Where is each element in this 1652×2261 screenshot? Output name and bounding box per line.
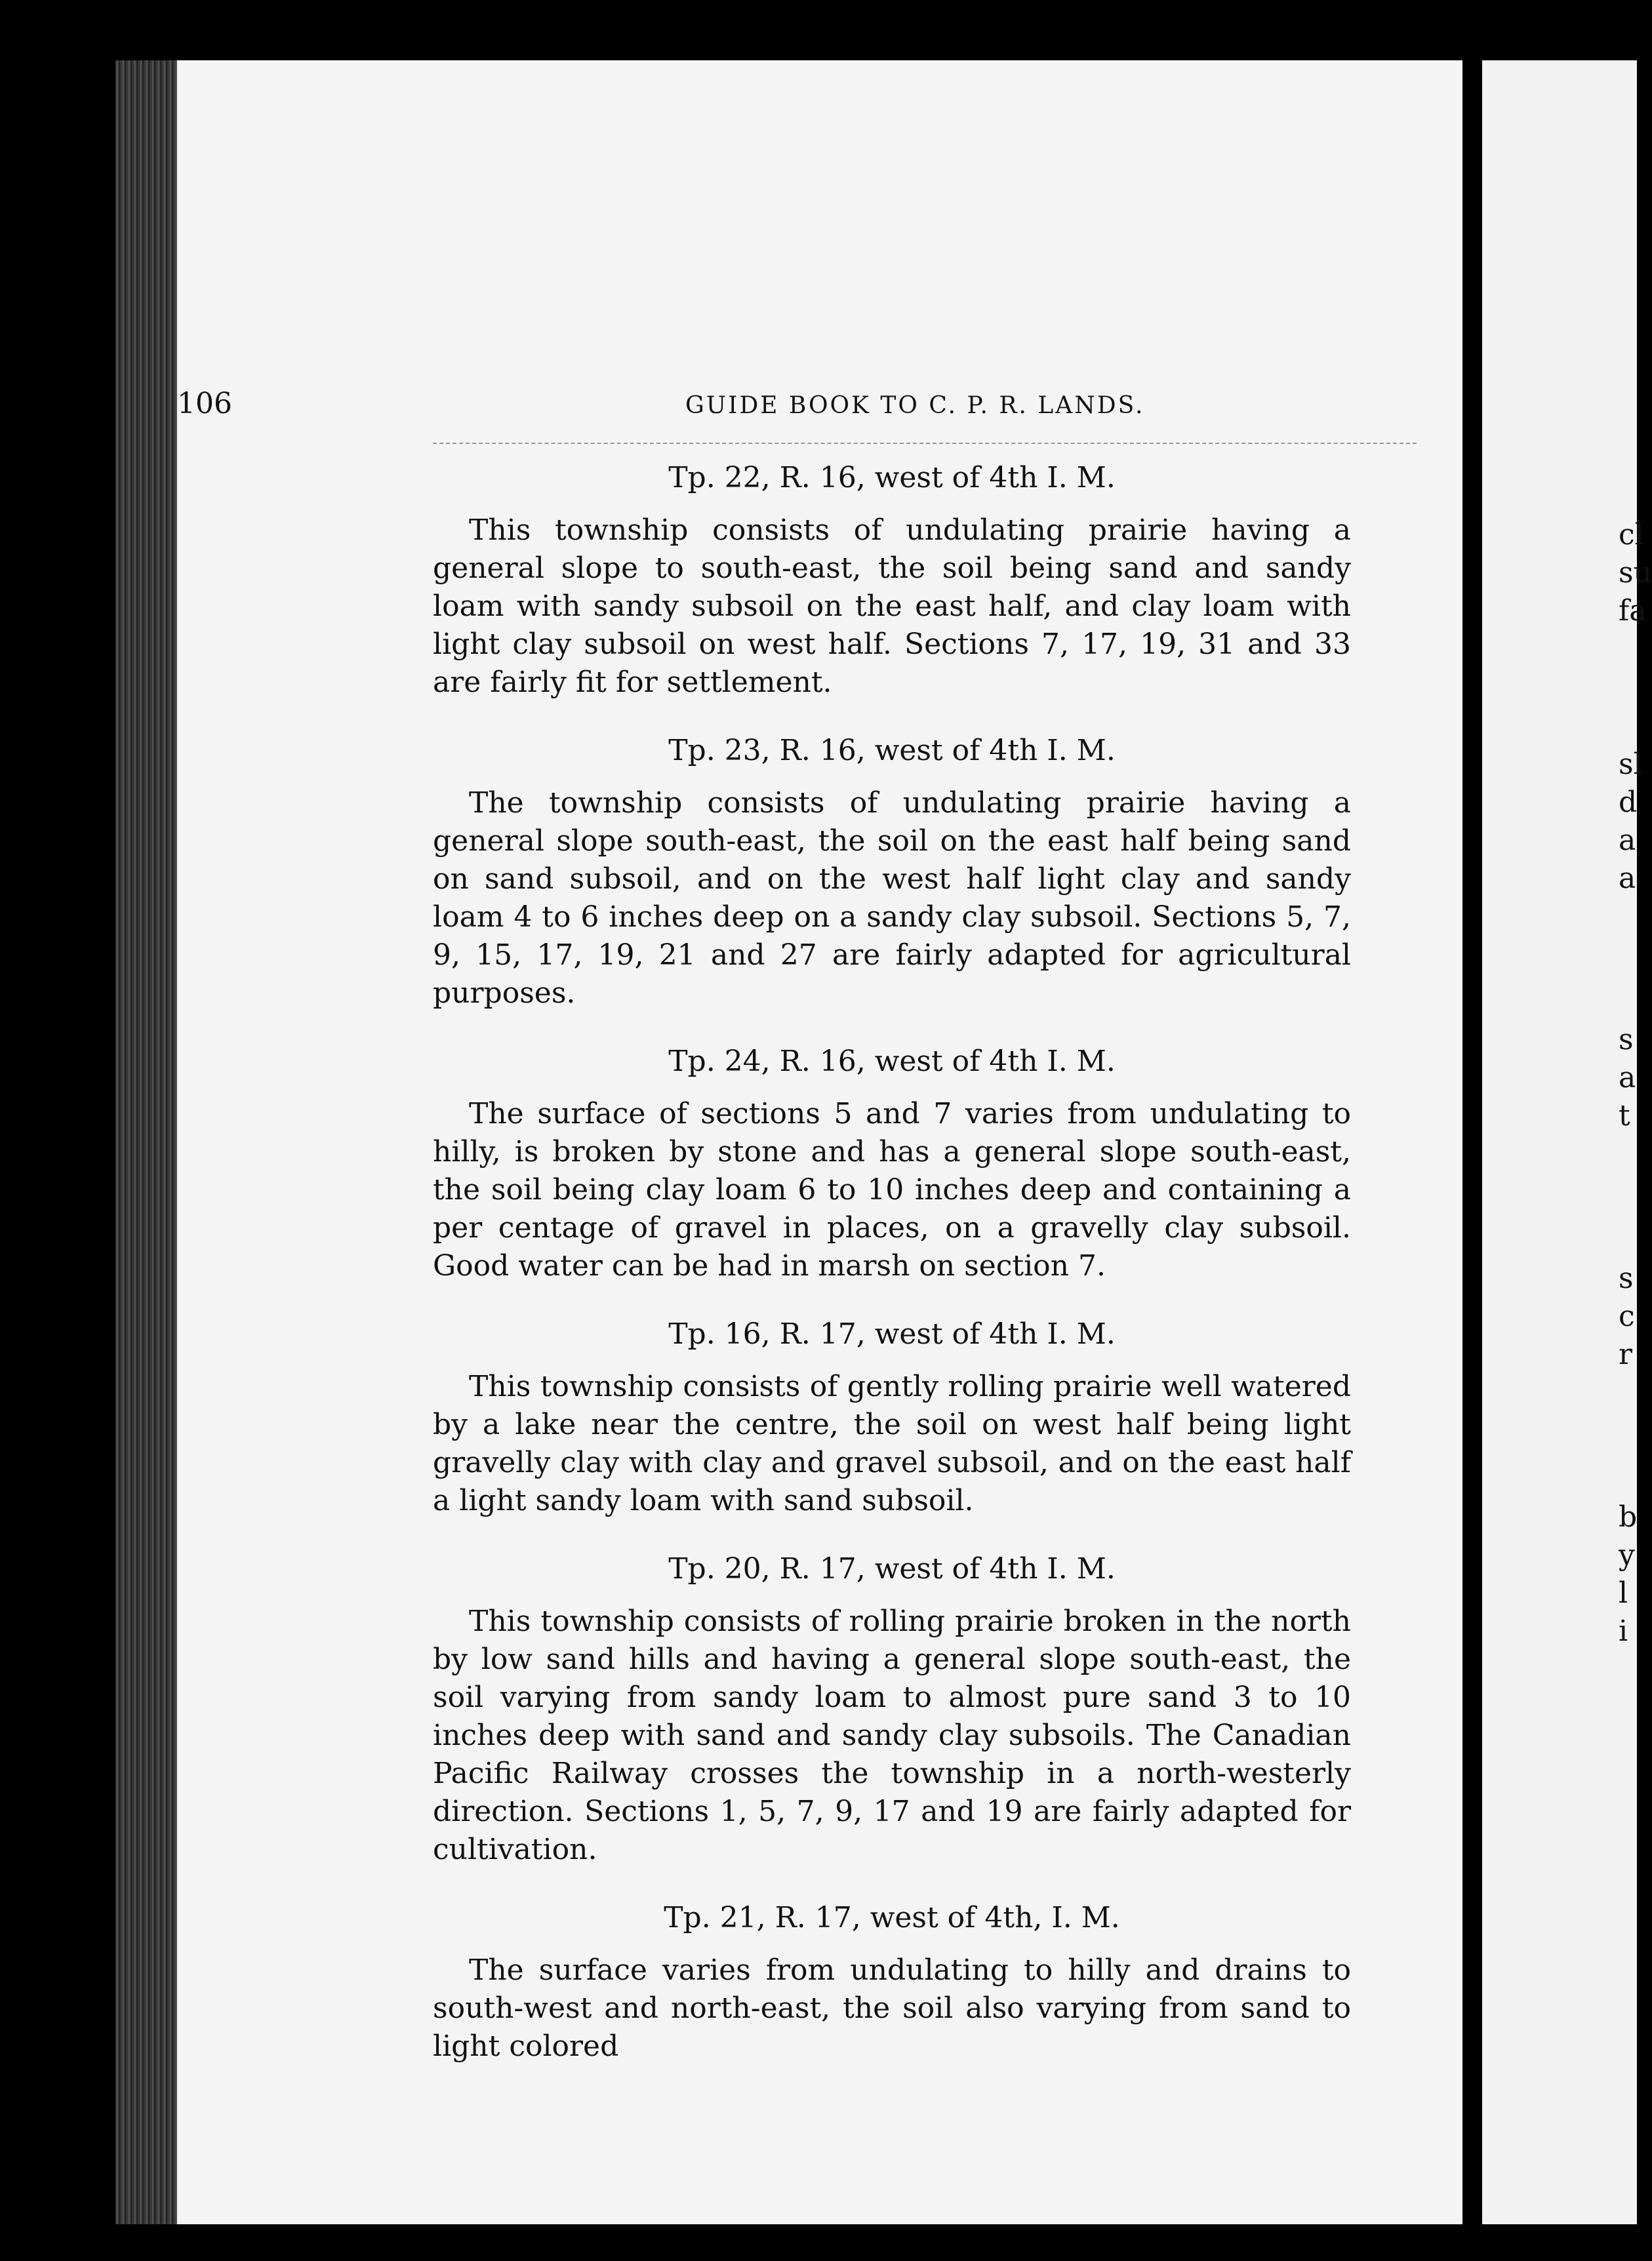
- next-page-edge: [1482, 60, 1637, 2224]
- section-body: The surface varies from undulating to hilly and drains to south-west and north-east, the soil also varying from sand to light colored: [433, 1953, 1351, 2063]
- next-page-fragment: a: [1619, 1061, 1636, 1094]
- running-head: GUIDE BOOK TO C. P. R. LANDS.: [685, 392, 1145, 419]
- next-page-fragment: d: [1619, 786, 1638, 819]
- next-page-fragment: fa: [1619, 594, 1647, 628]
- section-heading: Tp. 22, R. 16, west of 4th I. M.: [668, 461, 1116, 494]
- next-page-fragment: s: [1619, 1023, 1634, 1056]
- book-edge: [115, 60, 181, 2224]
- section-tp16-r17: [433, 1315, 1351, 1520]
- page-number: 106: [177, 387, 232, 420]
- section-heading: Tp. 16, R. 17, west of 4th I. M.: [668, 1317, 1116, 1351]
- next-page-fragment: cl: [1619, 518, 1644, 551]
- page-content: [433, 459, 1351, 2096]
- next-page-fragment: su: [1619, 556, 1652, 590]
- section-body: The township consists of undulating prairie having a general slope south-east, the soil on the east half being sand on sand subsoil, and on the west half light clay and sandy loam 4 to 6 inches deep on a sandy clay subsoil. Sections 5, 7, 9, 15, 17, 19, 21 and 27 are fairly adapted for agricultural purposes.: [433, 786, 1351, 1010]
- section-body: The surface of sections 5 and 7 varies from undulating to hilly, is broken by stone and has a general slope south-east, the soil being clay loam 6 to 10 inches deep and containing a per centage of gravel in places, on a gravelly clay subsoil. Good water can be had in marsh on section 7.: [433, 1097, 1351, 1283]
- section-heading: Tp. 23, R. 16, west of 4th I. M.: [668, 734, 1116, 767]
- section-body: This township consists of gently rolling prairie well watered by a lake near the centre, the soil on west half being light gravelly clay with clay and gravel subsoil, and on the east half a light sandy loam with sand subsoil.: [433, 1370, 1351, 1517]
- section-body: This township consists of undulating prairie having a general slope to south-east, the soil being sand and sandy loam with sandy subsoil on the east half, and clay loam with light clay subsoil on west half. Sections 7, 17, 19, 31 and 33 are fairly fit for settlement.: [433, 513, 1351, 699]
- next-page-fragment: y: [1619, 1538, 1635, 1572]
- section-tp23-r16: [433, 732, 1351, 1012]
- next-page-fragment: l: [1619, 1576, 1628, 1610]
- next-page-fragment: i: [1619, 1614, 1628, 1648]
- section-body: This township consists of rolling prairie broken in the north by low sand hills and having a general slope south-east, the soil varying from sandy loam to almost pure sand 3 to 10 inches deep with sand and sandy clay subsoils. The Canadian Pacific Railway crosses the township in a north-westerly direction. Sections 1, 5, 7, 9, 17 and 19 are fairly adapted for cultivation.: [433, 1605, 1351, 1866]
- next-page-fragment: r: [1619, 1338, 1633, 1371]
- section-heading: Tp. 24, R. 16, west of 4th I. M.: [668, 1045, 1116, 1078]
- section-tp24-r16: [433, 1043, 1351, 1285]
- next-page-fragment: t: [1619, 1099, 1630, 1132]
- next-page-fragment: s: [1619, 1262, 1634, 1295]
- next-page-fragment: c: [1619, 1300, 1635, 1333]
- gutter: [1462, 60, 1482, 2224]
- next-page-fragment: b: [1619, 1500, 1638, 1534]
- header-rule: [433, 443, 1417, 444]
- next-page-fragment: a: [1619, 824, 1636, 857]
- next-page-fragment: a: [1619, 862, 1636, 895]
- next-page-fragment: sl: [1619, 748, 1643, 781]
- section-tp21-r17: [433, 1899, 1351, 2066]
- section-heading: Tp. 21, R. 17, west of 4th, I. M.: [664, 1901, 1120, 1934]
- section-tp20-r17: [433, 1550, 1351, 1869]
- section-tp22-r16: [433, 459, 1351, 702]
- section-heading: Tp. 20, R. 17, west of 4th I. M.: [668, 1552, 1116, 1586]
